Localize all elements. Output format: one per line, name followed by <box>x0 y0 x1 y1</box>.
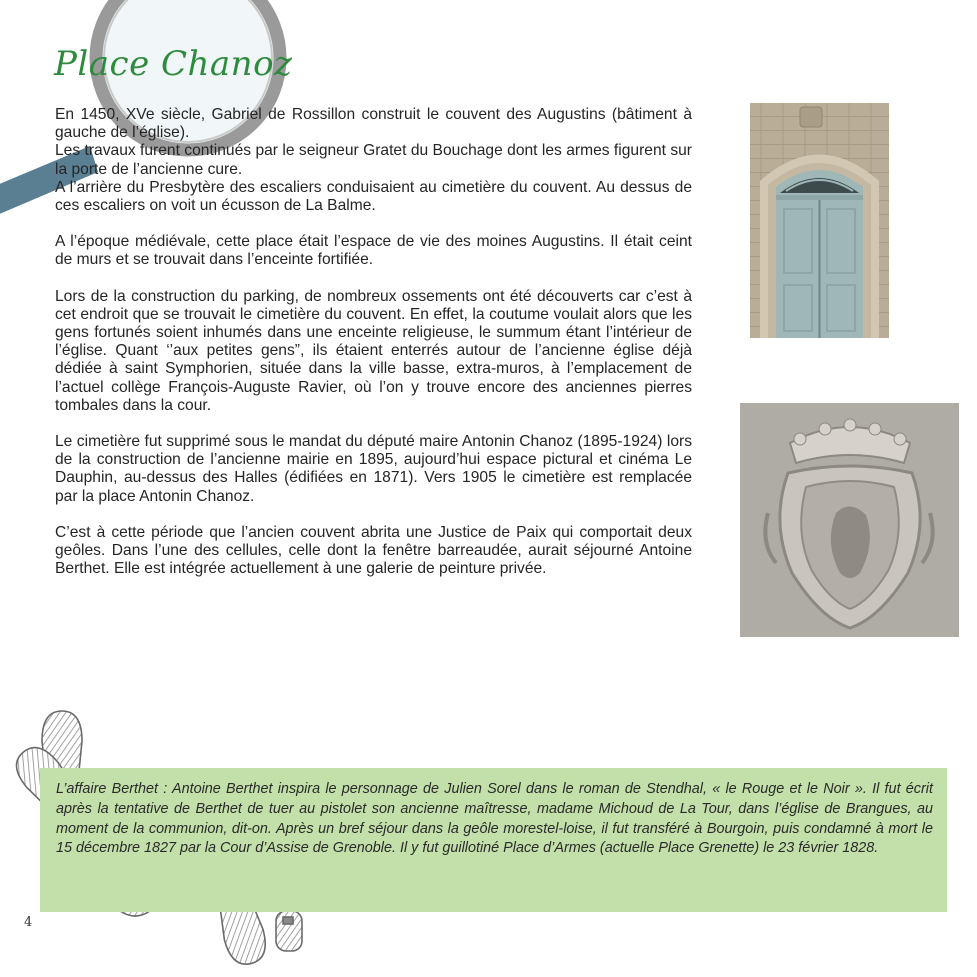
paragraph-medieval: A l’époque médiévale, cette place était l’espace de vie des moines Augustins. Il était ceint de murs et se trouvait dans l’enceinte fortifiée. <box>55 233 692 269</box>
berthet-affair-note: L’affaire Berthet : Antoine Berthet inspira le personnage de Julien Sorel dans le roman de Stendhal, « le Rouge et le Noir ». Il fut écrit après la tentative de Berthet de tuer au pistolet son ancienne maîtresse, madame Michoud de La Tour, dans l’église de Brangues, au moment de la communion, dit-on. Après un bref séjour dans la geôle morestel-loise, il fut transféré à Bourgoin, puis condamné à mort le 15 décembre 1827 par la Cour d’Assise de Grenoble. Il y fut guillotiné Place d’Armes (actuelle Place Grenette) le 23 février 1828. <box>56 781 933 857</box>
photo-of-blue-door-icon <box>750 103 889 338</box>
paragraph-line: En 1450, XVe siècle, Gabriel de Rossillon construit le couvent des Augustins (bâtiment à gauche de l’église). <box>55 106 692 142</box>
article-body <box>55 106 692 578</box>
stone-coat-of-arms-icon <box>740 403 959 637</box>
page-title: Place Chanoz <box>54 44 293 84</box>
paragraph-line: Les travaux furent continués par le seigneur Gratet du Bouchage dont les armes figurent sur la porte de l’ancienne cure. <box>55 142 692 178</box>
paragraph-origins <box>55 106 692 215</box>
coat-of-arms-photo <box>740 403 959 637</box>
paragraph-cemetery: Le cimetière fut supprimé sous le mandat du député maire Antonin Chanoz (1895-1924) lors de la construction de l’ancienne mairie en 1895, aujourd’hui espace pictural et cinéma Le Dauphin, au-dessus des Halles (édifiées en 1871). Vers 1905 le cimetière est remplacée par la place Antonin Chanoz. <box>55 433 692 505</box>
paragraph-line: A l’arrière du Presbytère des escaliers conduisaient au cimetière du couvent. Au dessus de ces escaliers on voit un écusson de La Balme. <box>55 178 692 215</box>
paragraph-justice: C’est à cette période que l’ancien couvent abrita une Justice de Paix qui comportait deux geôles. Dans l’une des cellules, celle dont la fenêtre barreaudée, aurait séjourné Antoine Berthet. Elle est intégrée actuellement à une galerie de peinture privée. <box>55 523 692 578</box>
note-box <box>40 768 947 912</box>
door-photo <box>750 103 889 338</box>
paragraph-parking: Lors de la construction du parking, de nombreux ossements ont été découverts car c’est à cet endroit que se trouvait le cimetière du couvent. En effet, la coutume voulait alors que les gens fortunés soient inhumés dans une enceinte religieuse, le summum étant l’intérieur de l’église. Quant ‘’aux petites gens”, ils étaient enterrés autour de l’ancienne église déjà dédiée à saint Symphorien, située dans la ville basse, extra-muros, à l’emplacement de l’actuel collège François-Auguste Ravier, où l’on y trouve encore des anciennes pierres tombales dans la cour. <box>55 287 692 414</box>
page-number: 4 <box>24 915 33 930</box>
